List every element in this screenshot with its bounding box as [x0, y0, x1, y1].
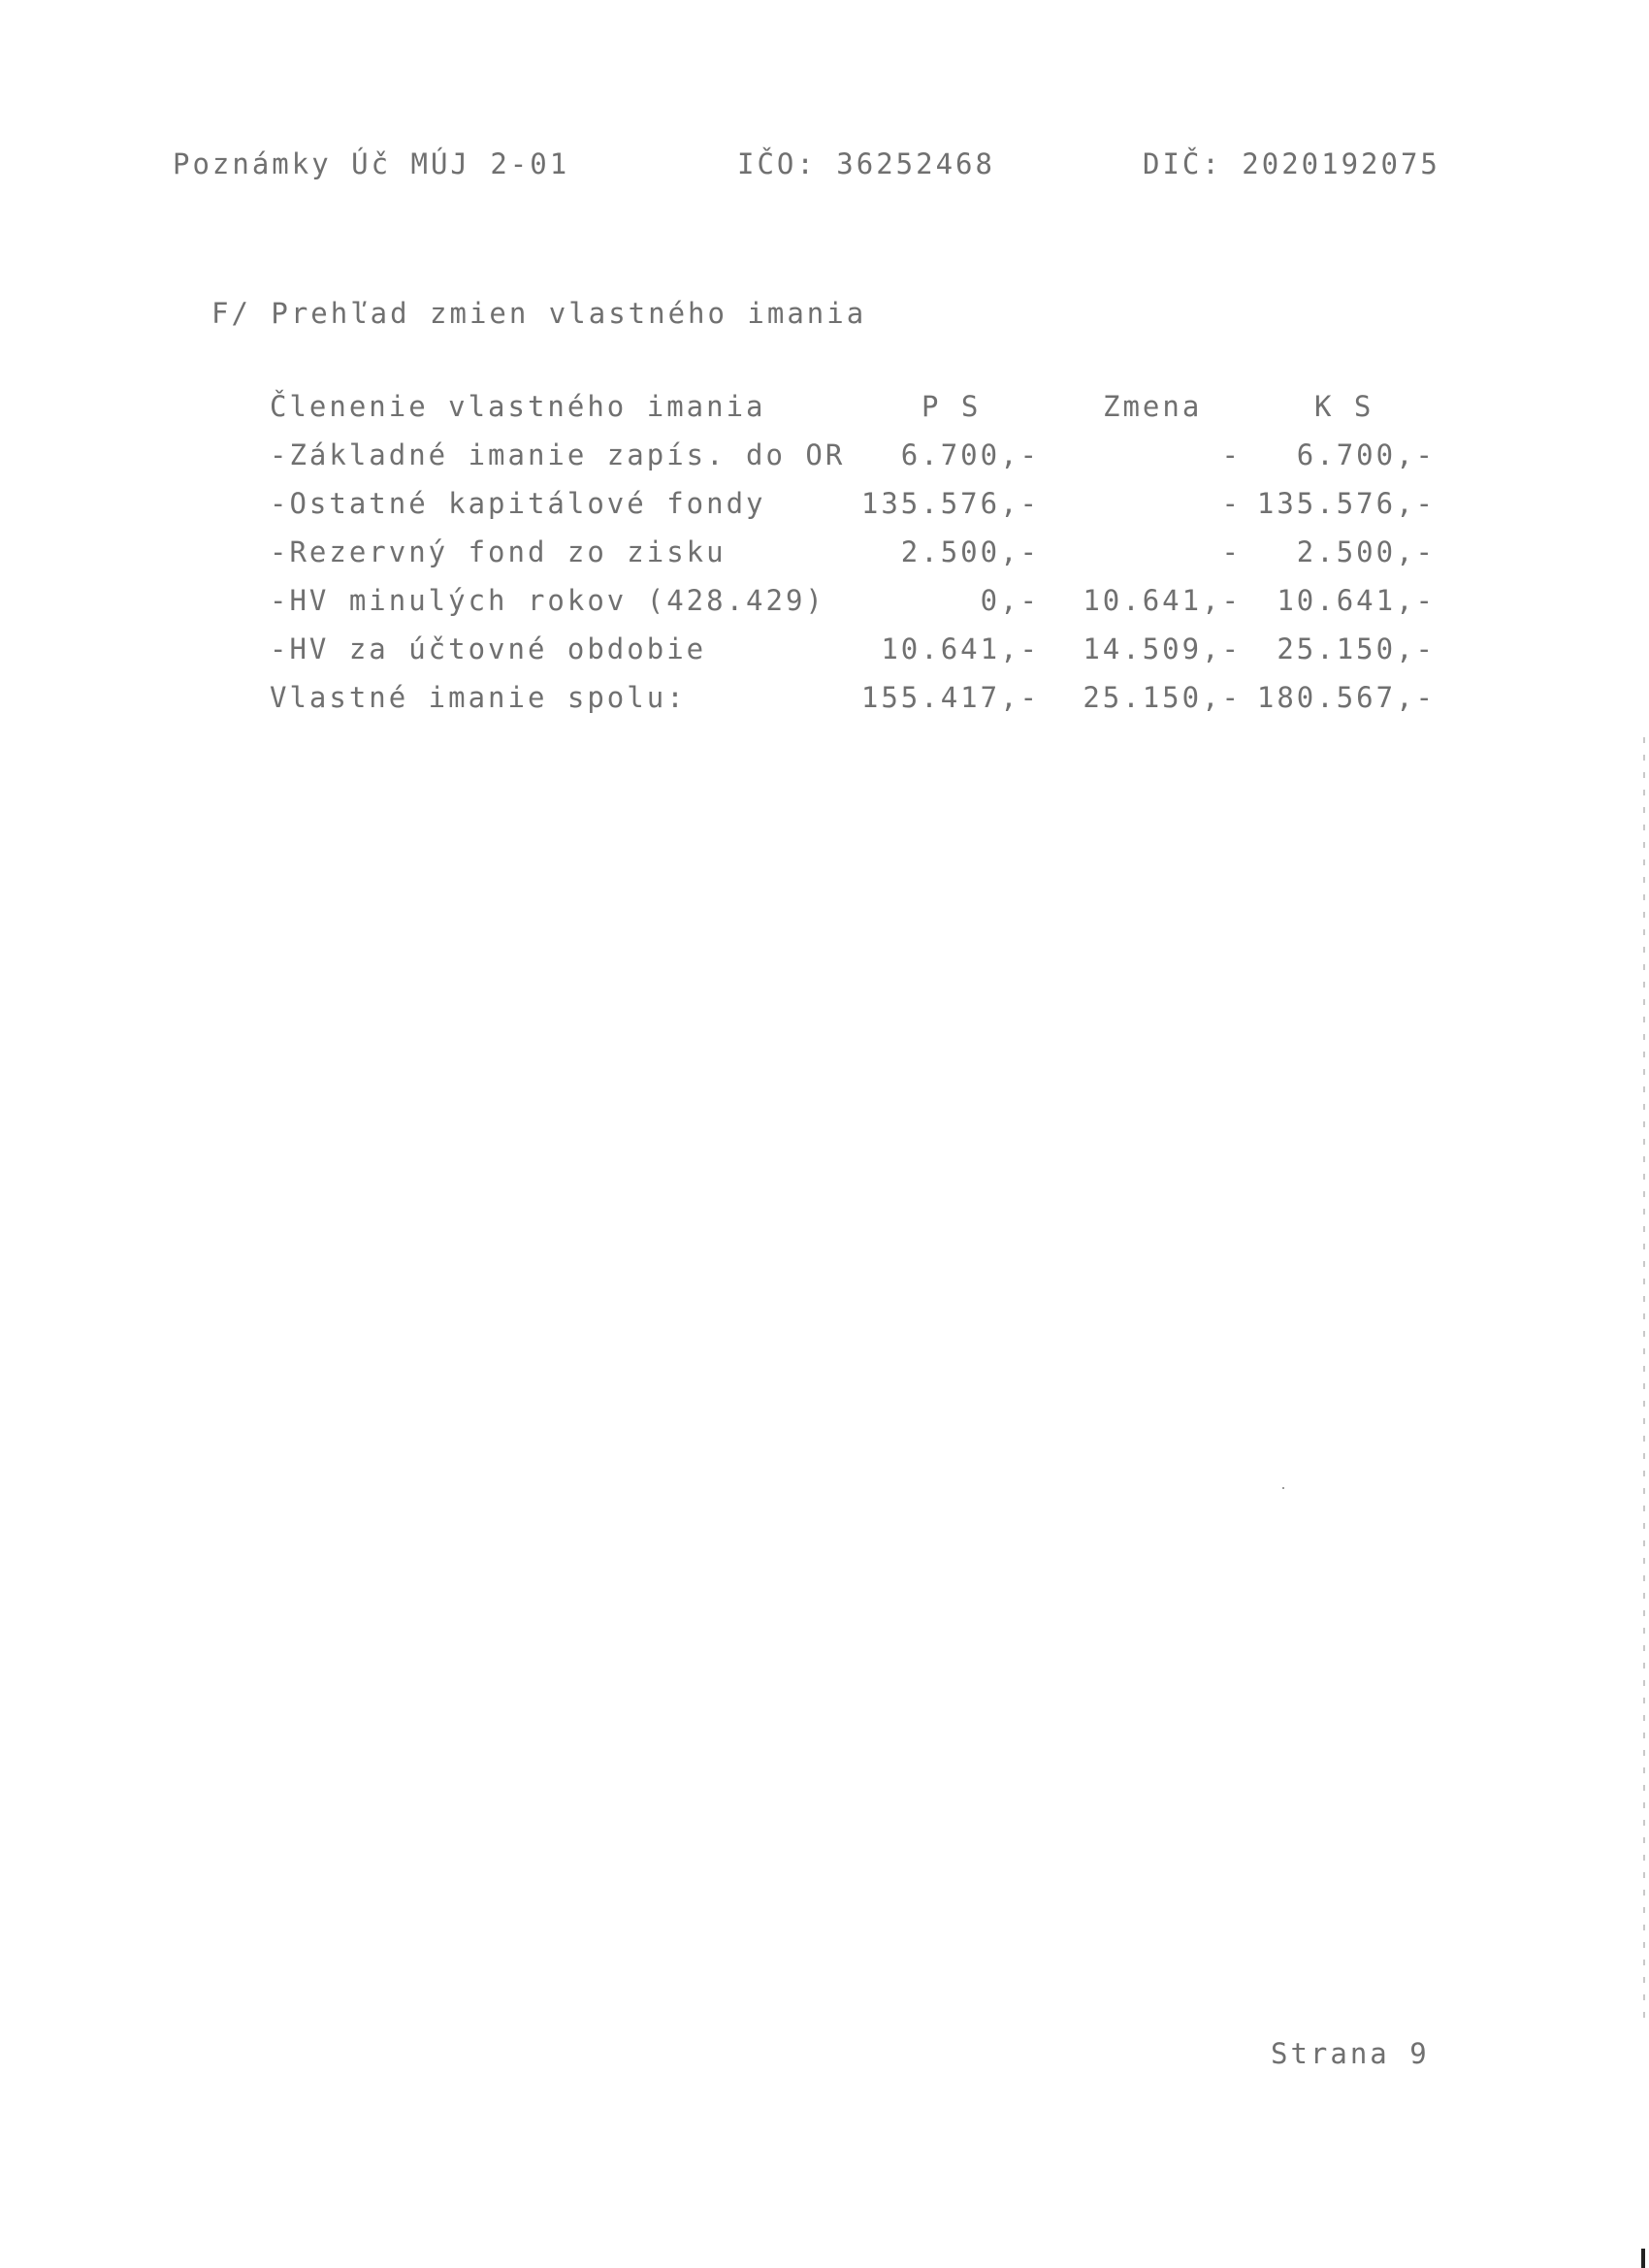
page-number: Strana 9 — [1271, 2037, 1430, 2070]
row-ks-value: 2.500,- — [1296, 535, 1436, 568]
scan-corner-mark — [1641, 2249, 1645, 2268]
table-header-row — [0, 390, 1649, 433]
table-row — [0, 632, 1649, 675]
scan-speck — [1282, 1487, 1284, 1489]
row-label: -HV minulých rokov (428.429) — [270, 584, 825, 617]
table-row — [0, 438, 1649, 481]
column-header-label: Členenie vlastného imania — [270, 390, 766, 423]
total-ks-value: 180.567,- — [1256, 681, 1436, 714]
total-label: Vlastné imanie spolu: — [270, 681, 687, 714]
row-ks-value: 135.576,- — [1256, 487, 1436, 520]
row-label: -Základné imanie zapís. do OR — [270, 438, 846, 471]
dic-number: DIČ: 2020192075 — [1143, 147, 1440, 180]
table-row — [0, 584, 1649, 627]
row-zmena-value: - — [1221, 535, 1242, 568]
row-label: -Rezervný fond zo zisku — [270, 535, 727, 568]
row-ps-value: 0,- — [980, 584, 1040, 617]
notes-label: Poznámky Úč MÚJ 2-01 — [173, 147, 570, 180]
scan-margin-line — [1643, 737, 1645, 2018]
row-ks-value: 10.641,- — [1277, 584, 1436, 617]
row-zmena-value: 14.509,- — [1083, 632, 1242, 665]
row-zmena-value: 10.641,- — [1083, 584, 1242, 617]
column-header-ks: K S — [1314, 390, 1374, 423]
total-ps-value: 155.417,- — [860, 681, 1040, 714]
column-header-zmena: Zmena — [1103, 390, 1203, 423]
ico-number: IČO: 36252468 — [737, 147, 995, 180]
column-header-ps: P S — [922, 390, 982, 423]
table-row — [0, 535, 1649, 578]
section-title: F/ Prehľad zmien vlastného imania — [211, 297, 867, 330]
total-zmena-value: 25.150,- — [1083, 681, 1242, 714]
row-label: -Ostatné kapitálové fondy — [270, 487, 766, 520]
row-zmena-value: - — [1221, 438, 1242, 471]
row-ps-value: 6.700,- — [900, 438, 1040, 471]
table-row — [0, 487, 1649, 530]
row-ks-value: 25.150,- — [1277, 632, 1436, 665]
row-ps-value: 135.576,- — [860, 487, 1040, 520]
row-ps-value: 10.641,- — [881, 632, 1040, 665]
row-ks-value: 6.700,- — [1296, 438, 1436, 471]
document-header — [173, 147, 1440, 186]
row-label: -HV za účtovné obdobie — [270, 632, 707, 665]
table-total-row — [0, 681, 1649, 724]
row-zmena-value: - — [1221, 487, 1242, 520]
row-ps-value: 2.500,- — [900, 535, 1040, 568]
